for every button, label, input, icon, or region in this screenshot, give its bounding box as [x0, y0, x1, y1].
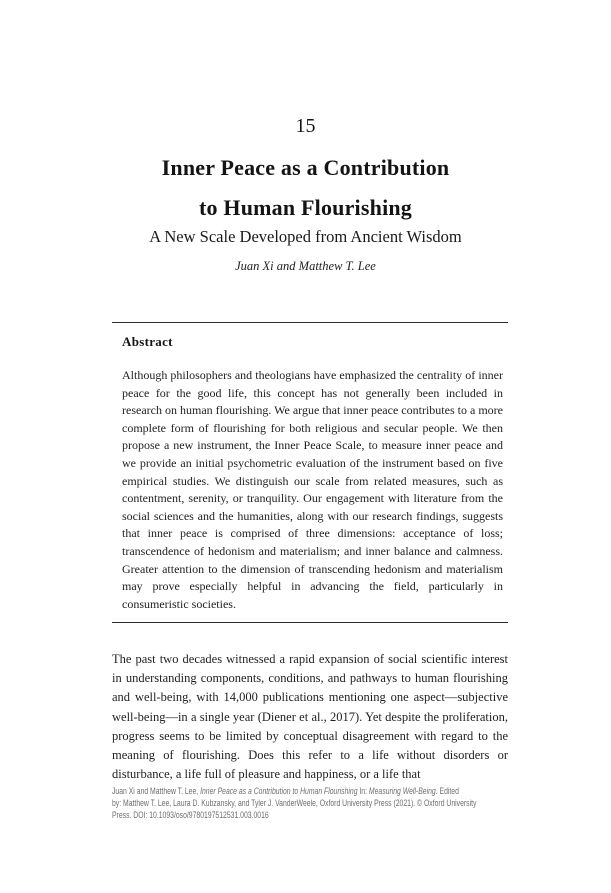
footer-citation — [112, 786, 510, 821]
footer-citation-line: Juan Xi and Matthew T. Lee, Inner Peace as a Contribution to Human Flourishing In: Measuring Well-Being. Edited — [112, 786, 459, 796]
chapter-title-line-1: Inner Peace as a Contribution — [161, 155, 450, 180]
chapter-authors: Juan Xi and Matthew T. Lee — [235, 259, 376, 273]
body-paragraph: The past two decades witnessed a rapid expansion of social scientific interest in understanding components, conditions, and pathways to human flourishing and well-being, with 14,000 publications mentioning one aspect—subjective well-being—in a single year (Diener et al., 2017). Yet despite the proliferation, progress seems to be limited by conceptual disagreement with regard to the meaning of flourishing. Does this refer to a life without disorders or disturbance, a life full of pleasure and happiness, or a life that — [112, 652, 508, 782]
footer-citation-line: by: Matthew T. Lee, Laura D. Kubzansky, and Tyler J. VanderWeele, Oxford University Press (2021). © Oxford University — [112, 797, 477, 808]
chapter-subtitle: A New Scale Developed from Ancient Wisdom — [149, 227, 462, 246]
chapter-number: 15 — [295, 115, 316, 137]
footer-citation-line: Press. DOI: 10.1093/oso/9780197512531.003.0016 — [112, 809, 269, 820]
chapter-title-line-2: to Human Flourishing — [198, 195, 413, 220]
chapter-title — [0, 148, 611, 228]
abstract-heading: Abstract — [122, 334, 173, 349]
abstract-text: Although philosophers and theologians have emphasized the centrality of inner peace for the good life, this concept has not generally been included in research on human flourishing. We argue that inner peace contributes to a more complete form of flourishing for both religious and secular people. We then propose a new instrument, the Inner Peace Scale, to measure inner peace and we provide an initial psychometric evaluation of the instrument based on five empirical studies. We distinguish our scale from related measures, such as contentment, serenity, or tranquility. Our engagement with literature from the social sciences and the humanities, along with our research findings, suggests that inner peace is comprised of three dimensions: acceptance of loss; transcendence of hedonism and materialism; and inner balance and calmness. Greater attention to the dimension of transcending hedonism and materialism may prove especially helpful in advancing the field, particularly in consumeristic societies. — [122, 368, 503, 611]
abstract-divider-bottom — [112, 622, 508, 623]
abstract-divider-top — [112, 322, 508, 323]
